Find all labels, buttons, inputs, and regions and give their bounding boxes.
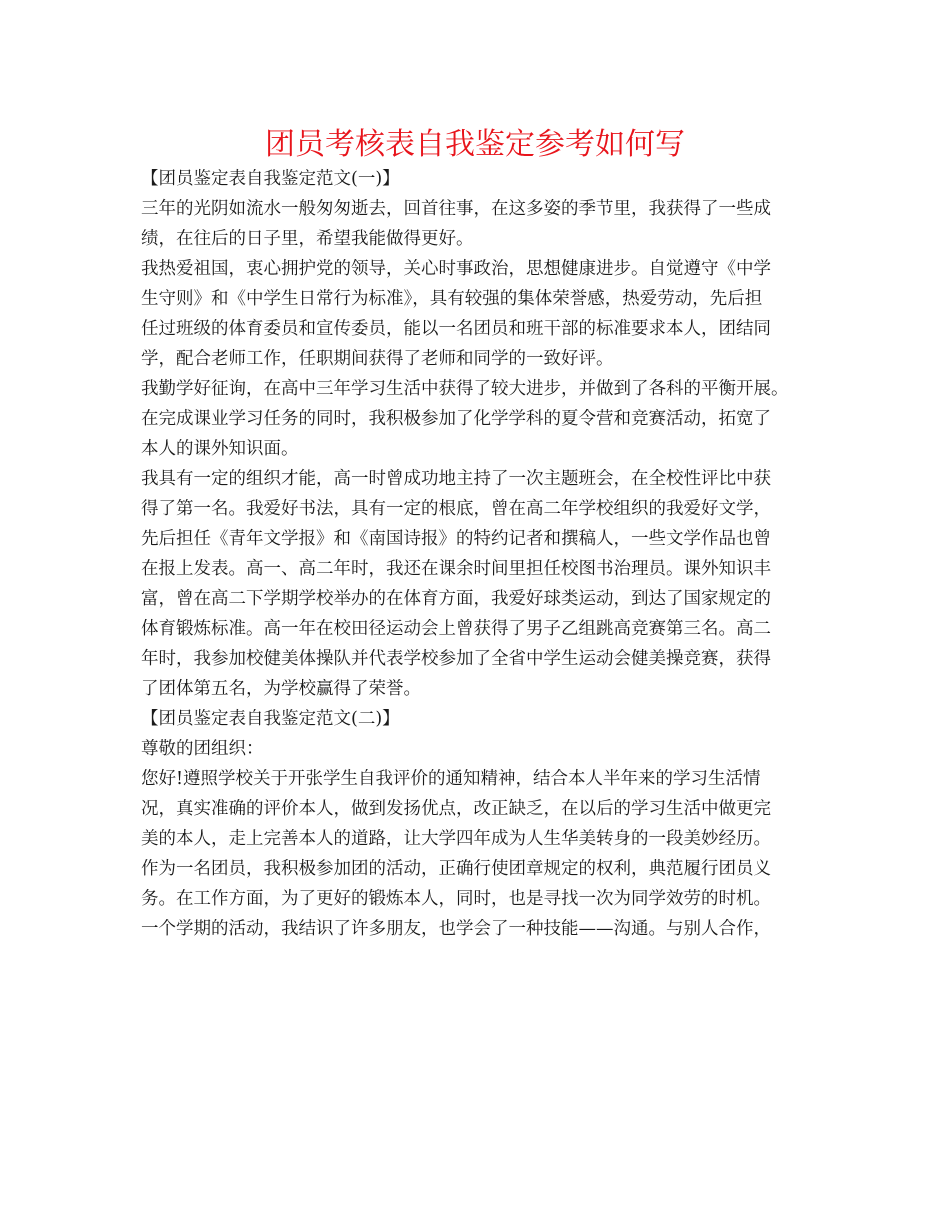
- text-line: 您好!遵照学校关于开张学生自我评价的通知精神，结合本人半年来的学习生活情: [141, 769, 761, 789]
- section-heading-1: 【团员鉴定表自我鉴定范文(一)】: [141, 169, 400, 189]
- text-line: 一个学期的活动，我结识了许多朋友，也学会了一种技能——沟通。与别人合作，: [141, 919, 771, 939]
- text-line: 年时，我参加校健美体操队并代表学校参加了全省中学生运动会健美操竞赛，获得: [141, 649, 771, 669]
- text-line: 我热爱祖国，衷心拥护党的领导，关心时事政治，思想健康进步。自觉遵守《中学: [141, 259, 771, 279]
- text-line: 我勤学好征询，在高中三年学习生活中获得了较大进步，并做到了各科的平衡开展。: [141, 379, 789, 399]
- text-line: 得了第一名。我爱好书法，具有一定的根底，曾在高二年学校组织的我爱好文学，: [141, 499, 771, 519]
- page-title: 团员考核表自我鉴定参考如何写: [265, 127, 685, 162]
- text-line: 学，配合老师工作，任职期间获得了老师和同学的一致好评。: [141, 349, 614, 369]
- text-line: 体育锻炼标准。高一年在校田径运动会上曾获得了男子乙组跳高竞赛第三名。高二: [141, 619, 771, 639]
- text-line: 我具有一定的组织才能，高一时曾成功地主持了一次主题班会，在全校性评比中获: [141, 469, 771, 489]
- text-line: 作为一名团员，我积极参加团的活动，正确行使团章规定的权利，典范履行团员义: [141, 859, 771, 879]
- text-line: 富，曾在高二下学期学校举办的在体育方面，我爱好球类运动，到达了国家规定的: [141, 589, 771, 609]
- text-line: 生守则》和《中学生日常行为标准》，具有较强的集体荣誉感，热爱劳动，先后担: [141, 289, 763, 309]
- text-line: 在报上发表。高一、高二年时，我还在课余时间里担任校图书治理员。课外知识丰: [141, 559, 771, 579]
- text-line: 美的本人，走上完善本人的道路，让大学四年成为人生华美转身的一段美妙经历。: [141, 829, 771, 849]
- salutation: 尊敬的团组织：: [141, 739, 264, 759]
- text-line: 务。在工作方面，为了更好的锻炼本人，同时，也是寻找一次为同学效劳的时机。: [141, 889, 771, 909]
- text-line: 先后担任《青年文学报》和《南国诗报》的特约记者和撰稿人，一些文学作品也曾: [141, 529, 771, 549]
- text-line: 况，真实准确的评价本人，做到发扬优点，改正缺乏，在以后的学习生活中做更完: [141, 799, 771, 819]
- text-line: 绩，在往后的日子里，希望我能做得更好。: [141, 229, 474, 249]
- document-body: [141, 164, 831, 944]
- text-line: 在完成课业学习任务的同时，我积极参加了化学学科的夏令营和竞赛活动，拓宽了: [141, 409, 771, 429]
- text-line: 了团体第五名，为学校赢得了荣誉。: [141, 679, 421, 699]
- text-line: 任过班级的体育委员和宣传委员，能以一名团员和班干部的标准要求本人，团结同: [141, 319, 771, 339]
- section-heading-2: 【团员鉴定表自我鉴定范文(二)】: [141, 709, 400, 729]
- text-line: 本人的课外知识面。: [141, 439, 299, 459]
- text-line: 三年的光阴如流水一般匆匆逝去，回首往事，在这多姿的季节里，我获得了一些成: [141, 199, 771, 219]
